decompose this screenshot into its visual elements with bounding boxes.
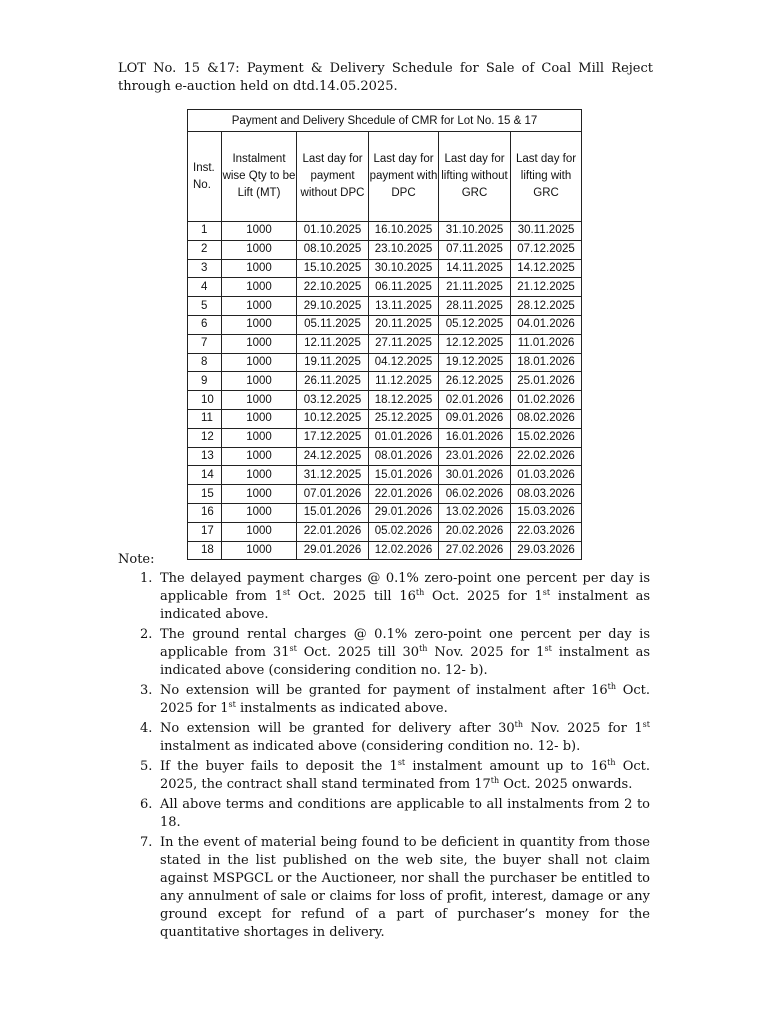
payment-without-dpc-cell: 01.10.2025 [297, 222, 369, 241]
lifting-with-grc-cell: 15.03.2026 [511, 503, 582, 522]
inst-no-cell: 9 [188, 372, 222, 391]
table-row [188, 259, 582, 278]
note-text: No extension will be granted for payment of instalment after 16 [160, 683, 608, 698]
inst-no-cell: 7 [188, 334, 222, 353]
payment-without-dpc-cell: 15.01.2026 [297, 503, 369, 522]
ordinal-suffix: th [419, 644, 428, 653]
qty-cell: 1000 [222, 297, 297, 316]
note-number: 4. [140, 721, 153, 736]
note-text: Oct. 2025 onwards. [499, 777, 633, 792]
qty-cell: 1000 [222, 466, 297, 485]
payment-with-dpc-cell: 13.11.2025 [369, 297, 439, 316]
table-row [188, 466, 582, 485]
qty-cell: 1000 [222, 372, 297, 391]
table-row [188, 372, 582, 391]
payment-without-dpc-cell: 07.01.2026 [297, 485, 369, 504]
lifting-without-grc-cell: 07.11.2025 [439, 240, 511, 259]
inst-no-cell: 5 [188, 297, 222, 316]
qty-cell: 1000 [222, 409, 297, 428]
note-item [118, 834, 650, 942]
ordinal-suffix: st [642, 720, 650, 729]
inst-no-cell: 15 [188, 485, 222, 504]
payment-with-dpc-cell: 05.02.2026 [369, 522, 439, 541]
lifting-without-grc-cell: 05.12.2025 [439, 315, 511, 334]
inst-no-cell: 11 [188, 409, 222, 428]
lifting-without-grc-cell: 13.02.2026 [439, 503, 511, 522]
note-item [118, 720, 650, 756]
note-text: No extension will be granted for delivery after 30 [160, 721, 515, 736]
payment-without-dpc-cell: 10.12.2025 [297, 409, 369, 428]
note-text: Oct. 2025 till 16 [290, 589, 416, 604]
qty-cell: 1000 [222, 315, 297, 334]
inst-no-cell: 1 [188, 222, 222, 241]
note-text: Oct. 2025 for 1 [424, 589, 543, 604]
note-text: The delayed payment charges @ 0.1% zero-point one percent per day is applicable from 1 [160, 571, 650, 604]
inst-no-cell: 3 [188, 259, 222, 278]
qty-cell: 1000 [222, 240, 297, 259]
inst-no-cell: 13 [188, 447, 222, 466]
payment-with-dpc-cell: 04.12.2025 [369, 353, 439, 372]
qty-cell: 1000 [222, 353, 297, 372]
qty-cell: 1000 [222, 222, 297, 241]
note-number: 1. [140, 571, 153, 586]
ordinal-suffix: st [542, 588, 551, 597]
note-number: 3. [140, 683, 153, 698]
lifting-without-grc-cell: 12.12.2025 [439, 334, 511, 353]
table-row [188, 522, 582, 541]
note-number: 6. [140, 797, 153, 812]
lifting-with-grc-cell: 07.12.2025 [511, 240, 582, 259]
note-text: The ground rental charges @ 0.1% zero-point one percent per day is applicable from 31 [160, 627, 650, 660]
table-title: Payment and Delivery Shcedule of CMR for Lot No. 15 & 17 [188, 110, 582, 132]
lifting-without-grc-cell: 19.12.2025 [439, 353, 511, 372]
qty-cell: 1000 [222, 278, 297, 297]
payment-without-dpc-cell: 22.10.2025 [297, 278, 369, 297]
lifting-with-grc-cell: 22.02.2026 [511, 447, 582, 466]
note-item [118, 570, 650, 624]
lifting-with-grc-cell: 01.02.2026 [511, 391, 582, 410]
column-header-payment-without-dpc: Last day for payment without DPC [297, 132, 369, 222]
payment-without-dpc-cell: 24.12.2025 [297, 447, 369, 466]
table-row [188, 222, 582, 241]
lifting-with-grc-cell: 01.03.2026 [511, 466, 582, 485]
qty-cell: 1000 [222, 334, 297, 353]
payment-with-dpc-cell: 01.01.2026 [369, 428, 439, 447]
inst-no-cell: 17 [188, 522, 222, 541]
column-header-inst-no: Inst. No. [188, 132, 222, 222]
lifting-with-grc-cell: 25.01.2026 [511, 372, 582, 391]
qty-cell: 1000 [222, 447, 297, 466]
qty-cell: 1000 [222, 541, 297, 560]
column-header-lifting-without-grc: Last day for lifting without GRC [439, 132, 511, 222]
lifting-with-grc-cell: 15.02.2026 [511, 428, 582, 447]
column-header-qty: Instalment wise Qty to be Lift (MT) [222, 132, 297, 222]
note-text: instalment as indicated above. [160, 589, 650, 622]
note-text: instalment as indicated above (considering condition no. 12- b). [160, 645, 650, 678]
ordinal-suffix: th [607, 682, 617, 691]
lifting-with-grc-cell: 22.03.2026 [511, 522, 582, 541]
payment-without-dpc-cell: 22.01.2026 [297, 522, 369, 541]
qty-cell: 1000 [222, 259, 297, 278]
table-row [188, 428, 582, 447]
table-row [188, 240, 582, 259]
lifting-with-grc-cell: 18.01.2026 [511, 353, 582, 372]
note-text: Nov. 2025 for 1 [523, 721, 643, 736]
column-header-lifting-with-grc: Last day for lifting with GRC [511, 132, 582, 222]
lifting-without-grc-cell: 30.01.2026 [439, 466, 511, 485]
lifting-without-grc-cell: 21.11.2025 [439, 278, 511, 297]
table-row [188, 447, 582, 466]
payment-with-dpc-cell: 15.01.2026 [369, 466, 439, 485]
ordinal-suffix: st [282, 588, 291, 597]
lifting-without-grc-cell: 27.02.2026 [439, 541, 511, 560]
payment-with-dpc-cell: 23.10.2025 [369, 240, 439, 259]
document-heading: LOT No. 15 &17: Payment & Delivery Schedule for Sale of Coal Mill Reject through e-auction held on dtd.14.05.2025. [118, 61, 653, 94]
payment-with-dpc-cell: 27.11.2025 [369, 334, 439, 353]
inst-no-cell: 14 [188, 466, 222, 485]
lifting-without-grc-cell: 16.01.2026 [439, 428, 511, 447]
lifting-without-grc-cell: 31.10.2025 [439, 222, 511, 241]
table-row [188, 485, 582, 504]
lifting-with-grc-cell: 11.01.2026 [511, 334, 582, 353]
column-header-payment-with-dpc: Last day for payment with DPC [369, 132, 439, 222]
lifting-without-grc-cell: 14.11.2025 [439, 259, 511, 278]
payment-with-dpc-cell: 06.11.2025 [369, 278, 439, 297]
note-text: instalment as indicated above (considering condition no. 12- b). [160, 739, 581, 754]
note-label: Note: [118, 552, 155, 567]
lifting-without-grc-cell: 28.11.2025 [439, 297, 511, 316]
payment-with-dpc-cell: 29.01.2026 [369, 503, 439, 522]
note-item [118, 682, 650, 718]
inst-no-cell: 12 [188, 428, 222, 447]
lifting-without-grc-cell: 23.01.2026 [439, 447, 511, 466]
note-number: 7. [140, 835, 153, 850]
ordinal-suffix: th [607, 758, 616, 767]
note-number: 5. [140, 759, 153, 774]
payment-with-dpc-cell: 12.02.2026 [369, 541, 439, 560]
inst-no-cell: 2 [188, 240, 222, 259]
table-row [188, 297, 582, 316]
ordinal-suffix: st [544, 644, 552, 653]
note-text: Oct. 2025 for 1 [160, 683, 650, 716]
payment-with-dpc-cell: 25.12.2025 [369, 409, 439, 428]
note-text: If the buyer fails to deposit the 1 [160, 759, 398, 774]
note-text: All above terms and conditions are applicable to all instalments from 2 to 18. [160, 797, 650, 830]
payment-without-dpc-cell: 15.10.2025 [297, 259, 369, 278]
payment-without-dpc-cell: 19.11.2025 [297, 353, 369, 372]
note-item [118, 758, 650, 794]
qty-cell: 1000 [222, 522, 297, 541]
payment-without-dpc-cell: 03.12.2025 [297, 391, 369, 410]
lifting-with-grc-cell: 08.03.2026 [511, 485, 582, 504]
lifting-with-grc-cell: 04.01.2026 [511, 315, 582, 334]
inst-no-cell: 4 [188, 278, 222, 297]
note-text: Oct. 2025, the contract shall stand terminated from 17 [160, 759, 650, 792]
payment-without-dpc-cell: 17.12.2025 [297, 428, 369, 447]
table-row [188, 541, 582, 560]
note-text: In the event of material being found to be deficient in quantity from those stated in the list published on the web site, the buyer shall not claim against MSPGCL or the Auctioneer, nor shall the purchaser be entitled to any annulment of sale or claims for loss of profit, interest, damage or any ground except for refund of a part of purchaser’s money for the quantitative shortages in delivery. [160, 835, 650, 940]
ordinal-suffix: th [415, 588, 425, 597]
table-row [188, 315, 582, 334]
inst-no-cell: 8 [188, 353, 222, 372]
qty-cell: 1000 [222, 391, 297, 410]
lifting-without-grc-cell: 09.01.2026 [439, 409, 511, 428]
lifting-without-grc-cell: 20.02.2026 [439, 522, 511, 541]
payment-with-dpc-cell: 22.01.2026 [369, 485, 439, 504]
lifting-without-grc-cell: 06.02.2026 [439, 485, 511, 504]
payment-without-dpc-cell: 05.11.2025 [297, 315, 369, 334]
payment-with-dpc-cell: 11.12.2025 [369, 372, 439, 391]
note-item [118, 796, 650, 832]
table-row [188, 409, 582, 428]
qty-cell: 1000 [222, 428, 297, 447]
note-text: Oct. 2025 till 30 [296, 645, 420, 660]
payment-with-dpc-cell: 18.12.2025 [369, 391, 439, 410]
lifting-without-grc-cell: 26.12.2025 [439, 372, 511, 391]
lifting-with-grc-cell: 14.12.2025 [511, 259, 582, 278]
note-number: 2. [140, 627, 153, 642]
ordinal-suffix: th [490, 776, 500, 785]
payment-without-dpc-cell: 29.10.2025 [297, 297, 369, 316]
payment-with-dpc-cell: 20.11.2025 [369, 315, 439, 334]
payment-with-dpc-cell: 08.01.2026 [369, 447, 439, 466]
inst-no-cell: 16 [188, 503, 222, 522]
table-body [188, 222, 582, 560]
note-text: instalment amount up to 16 [405, 759, 608, 774]
payment-with-dpc-cell: 30.10.2025 [369, 259, 439, 278]
ordinal-suffix: st [228, 700, 236, 709]
lifting-with-grc-cell: 29.03.2026 [511, 541, 582, 560]
inst-no-cell: 6 [188, 315, 222, 334]
table-row [188, 334, 582, 353]
inst-no-cell: 18 [188, 541, 222, 560]
note-text: instalments as indicated above. [235, 701, 448, 716]
payment-without-dpc-cell: 31.12.2025 [297, 466, 369, 485]
note-item [118, 626, 650, 680]
schedule-table [187, 109, 582, 560]
qty-cell: 1000 [222, 503, 297, 522]
payment-with-dpc-cell: 16.10.2025 [369, 222, 439, 241]
table-row [188, 278, 582, 297]
payment-without-dpc-cell: 08.10.2025 [297, 240, 369, 259]
payment-without-dpc-cell: 26.11.2025 [297, 372, 369, 391]
ordinal-suffix: st [289, 644, 297, 653]
table-row [188, 391, 582, 410]
ordinal-suffix: th [514, 720, 524, 729]
ordinal-suffix: st [397, 758, 406, 767]
note-text: Nov. 2025 for 1 [427, 645, 545, 660]
payment-without-dpc-cell: 12.11.2025 [297, 334, 369, 353]
lifting-with-grc-cell: 30.11.2025 [511, 222, 582, 241]
lifting-with-grc-cell: 28.12.2025 [511, 297, 582, 316]
table-header-row [188, 132, 582, 222]
table-row [188, 503, 582, 522]
qty-cell: 1000 [222, 485, 297, 504]
lifting-without-grc-cell: 02.01.2026 [439, 391, 511, 410]
payment-without-dpc-cell: 29.01.2026 [297, 541, 369, 560]
lifting-with-grc-cell: 08.02.2026 [511, 409, 582, 428]
inst-no-cell: 10 [188, 391, 222, 410]
table-row [188, 353, 582, 372]
notes-list [118, 570, 650, 944]
lifting-with-grc-cell: 21.12.2025 [511, 278, 582, 297]
